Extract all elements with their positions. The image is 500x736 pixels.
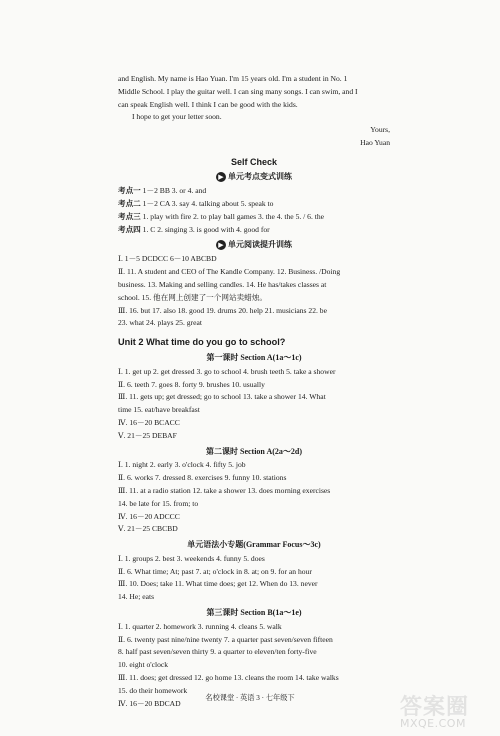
answer-line: Ⅳ. 16－20 BCACC — [118, 417, 180, 427]
arrow-circle-icon: ▶ — [216, 172, 226, 182]
letter-line: can speak English well. I think I can be good with the kids. — [118, 99, 298, 109]
answer-content — [118, 73, 390, 710]
answer-line: Ⅳ. 16－20 BDCAD — [118, 698, 181, 708]
answer-line: Ⅱ. 6. What time; At; past 7. at; o'clock in 8. at; on 9. for an hour — [118, 566, 312, 576]
answer-line: Ⅴ. 21－25 CBCBD — [118, 524, 178, 534]
answer-line: Ⅳ. 16－20 ADCCC — [118, 511, 180, 521]
answer-line: Ⅰ. 1. groups 2. best 3. weekends 4. funny 5. does — [118, 553, 265, 563]
answer-line: 15. do their homework — [118, 685, 188, 695]
answer-line: 14. He; eats — [118, 592, 155, 602]
lesson-title: 第二课时 Section A(2a～2d) — [206, 446, 302, 456]
kaodian-line: 考点二 1－2 CA 3. say 4. talking about 5. speak to — [118, 199, 274, 209]
answer-line: business. 13. Making and selling candles. 14. He has/takes classes at — [118, 279, 327, 289]
answer-line: 8. half past seven/seven thirty 9. a quarter to eleven/ten forty-five — [118, 647, 317, 657]
letter-closing: I hope to get your letter soon. — [132, 112, 222, 122]
page-footer: 名校课堂 · 英语 3 · 七年级下 — [205, 694, 295, 702]
section-banner: ▶ 单元考点变式训练 — [118, 171, 390, 184]
answer-line: 14. be late for 15. from; to — [118, 498, 199, 508]
answer-line: 23. what 24. plays 25. great — [118, 318, 202, 328]
answer-line: school. 15. 他在网上创建了一个网站卖蜡烛。 — [118, 292, 267, 302]
section-banner: ▶ 单元阅读提升训练 — [118, 239, 390, 252]
arrow-circle-icon: ▶ — [216, 240, 226, 250]
answer-line: Ⅱ. 11. A student and CEO of The Kandle Company. 12. Business. /Doing — [118, 267, 341, 277]
answer-line: Ⅰ. 1. get up 2. get dressed 3. go to school 4. brush teeth 5. take a shower — [118, 366, 336, 376]
answer-line: Ⅲ. 11. does; get dressed 12. go home 13. cleans the room 14. take walks — [118, 673, 339, 683]
lesson-title: 第一课时 Section A(1a～1c) — [206, 352, 302, 362]
answer-line: Ⅴ. 21－25 DEBAF — [118, 430, 177, 440]
signature-yours: Yours, — [370, 125, 390, 135]
answer-line: Ⅲ. 11. gets up; get dressed; go to school 13. take a shower 14. What — [118, 392, 326, 402]
answer-line: Ⅲ. 10. Does; take 11. What time does; get 12. When do 13. never — [118, 579, 318, 589]
self-check-title: Self Check — [230, 156, 278, 167]
answer-line: Ⅲ. 11. at a radio station 12. take a shower 13. does morning exercises — [118, 485, 331, 495]
kaodian-line: 考点四 1. C 2. singing 3. is good with 4. good for — [118, 224, 270, 234]
letter-line: Middle School. I play the guitar well. I can sing many songs. I can swim, and I — [118, 86, 358, 96]
answer-line: 10. eight o'clock — [118, 660, 169, 670]
answer-line: Ⅱ. 6. twenty past nine/nine twenty 7. a quarter past seven/seven fifteen — [118, 634, 333, 644]
letter-line: and English. My name is Hao Yuan. I'm 15 years old. I'm a student in No. 1 — [118, 74, 348, 83]
lesson-title: 单元语法小专题(Grammar Focus～3c) — [187, 540, 321, 550]
answer-line: Ⅲ. 16. but 17. also 18. good 19. drums 20. help 21. musicians 22. be — [118, 305, 327, 315]
answer-line: time 15. eat/have breakfast — [118, 405, 200, 415]
unit-title: Unit 2 What time do you go to school? — [118, 337, 286, 348]
answer-line: Ⅱ. 6. works 7. dressed 8. exercises 9. funny 10. stations — [118, 473, 287, 483]
signature-name: Hao Yuan — [360, 137, 390, 147]
kaodian-line: 考点三 1. play with fire 2. to play ball games 3. the 4. the 5. / 6. the — [118, 211, 325, 221]
answer-line: Ⅰ. 1. night 2. early 3. o'clock 4. fifty 5. job — [118, 460, 246, 470]
kaodian-line: 考点一 1－2 BB 3. or 4. and — [118, 186, 207, 196]
answer-line: Ⅰ. 1－5 DCDCC 6－10 ABCBD — [118, 254, 217, 264]
lesson-title: 第三课时 Section B(1a～1e) — [206, 608, 302, 618]
answer-line: Ⅱ. 6. teeth 7. goes 8. forty 9. brushes 10. usually — [118, 379, 265, 389]
answer-line: Ⅰ. 1. quarter 2. homework 3. running 4. cleans 5. walk — [118, 621, 282, 631]
watermark-logo: 答案圈 MXQE.COM — [400, 695, 470, 730]
